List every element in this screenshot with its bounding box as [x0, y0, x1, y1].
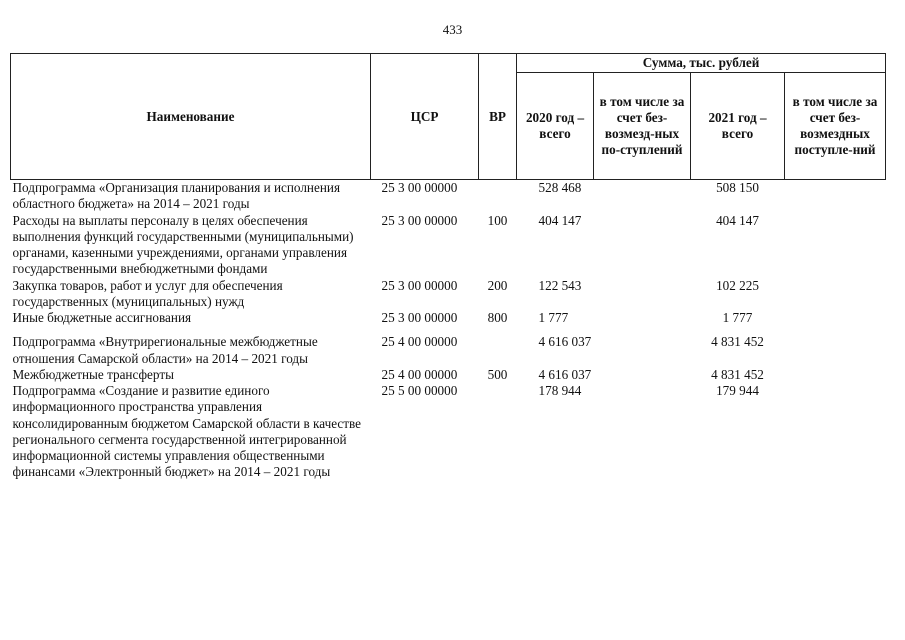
- row-vr: 500: [487, 366, 508, 382]
- header-sum-group: Сумма, тыс. рублей: [517, 54, 886, 73]
- table-row: [11, 278, 886, 310]
- row-2021-total: 4 831 452: [711, 366, 764, 382]
- row-2021-gratuitous: [785, 310, 886, 326]
- row-2020-total: 122 543: [538, 277, 582, 293]
- row-vr: [479, 180, 517, 213]
- header-vr: ВР: [479, 54, 517, 180]
- row-2020-gratuitous: [594, 180, 691, 213]
- row-csr: 25 3 00 00000: [381, 277, 458, 293]
- budget-table: [10, 53, 886, 480]
- row-2020-gratuitous: [594, 326, 691, 366]
- table-row: [11, 213, 886, 278]
- row-vr: [479, 326, 517, 366]
- header-2020-total: 2020 год – всего: [517, 73, 594, 180]
- row-name: Подпрограмма «Организация планирования и исполнения областного бюджета» на 2014 – 2021 годы: [12, 180, 341, 212]
- row-2021-total: 102 225: [716, 277, 759, 293]
- row-2021-gratuitous: [785, 326, 886, 366]
- row-2021-gratuitous: [785, 367, 886, 383]
- row-2020-gratuitous: [594, 383, 691, 480]
- row-csr: 25 5 00 00000: [381, 383, 458, 399]
- row-2021-gratuitous: [785, 213, 886, 278]
- row-2021-total: 1 777: [722, 310, 753, 326]
- row-2020-total: 404 147: [538, 212, 582, 228]
- row-csr: 25 3 00 00000: [381, 310, 458, 326]
- row-2020-total: 178 944: [538, 383, 582, 399]
- table-row: [11, 383, 886, 480]
- row-name: Подпрограмма «Внутрирегиональные межбюджетные отношения Самарской области» на 2014 – 2021 годы: [12, 334, 318, 366]
- row-vr: 100: [487, 212, 508, 228]
- header-name: Наименование: [11, 54, 371, 180]
- row-2020-gratuitous: [594, 367, 691, 383]
- row-2021-total: 508 150: [716, 180, 759, 196]
- row-vr: 800: [487, 310, 508, 326]
- row-name: Подпрограмма «Создание и развитие единого информационного пространства управления консолидированным бюджетом Самарской области в качестве регионального сегмента государственной интегрированной информационной системы управления общественными финансами «Электронный бюджет» на 2014 – 2021 годы: [12, 383, 361, 480]
- row-2020-total: 4 616 037: [538, 334, 592, 350]
- header-csr: ЦСР: [371, 54, 479, 180]
- table-header: [11, 54, 886, 180]
- row-2020-total: 4 616 037: [538, 366, 592, 382]
- row-vr: [479, 383, 517, 480]
- table-body: [11, 180, 886, 481]
- header-2021-gratuitous: в том числе за счет без-возмездных поступле-ний: [785, 73, 886, 180]
- row-name: Расходы на выплаты персоналу в целях обеспечения выполнения функций государственными (муниципальными) органами, казенными учреждениями, органами управления государственными внебюджетными фондами: [12, 212, 354, 277]
- row-csr: 25 4 00 00000: [381, 366, 458, 382]
- row-2021-total: 179 944: [716, 383, 759, 399]
- table-row: [11, 326, 886, 366]
- header-2020-gratuitous: в том числе за счет без-возмезд-ных по-ступлений: [594, 73, 691, 180]
- row-2020-gratuitous: [594, 278, 691, 310]
- row-2021-gratuitous: [785, 278, 886, 310]
- page-number: 433: [442, 22, 463, 37]
- row-name: Иные бюджетные ассигнования: [12, 310, 192, 326]
- table-row: [11, 180, 886, 213]
- table-row: [11, 367, 886, 383]
- header-2021-total: 2021 год – всего: [691, 73, 785, 180]
- row-name: Межбюджетные трансферты: [12, 366, 174, 382]
- row-2021-total: 404 147: [716, 212, 759, 228]
- row-2021-gratuitous: [785, 180, 886, 213]
- row-2020-total: 528 468: [538, 180, 582, 196]
- table-row: [11, 310, 886, 326]
- row-2020-gratuitous: [594, 213, 691, 278]
- row-vr: 200: [487, 277, 508, 293]
- row-2021-gratuitous: [785, 383, 886, 480]
- row-csr: 25 3 00 00000: [381, 180, 458, 196]
- row-csr: 25 3 00 00000: [381, 212, 458, 228]
- row-2020-total: 1 777: [538, 310, 569, 326]
- row-csr: 25 4 00 00000: [381, 334, 458, 350]
- row-2021-total: 4 831 452: [711, 334, 764, 350]
- row-name: Закупка товаров, работ и услуг для обеспечения государственных (муниципальных) нужд: [12, 277, 283, 309]
- row-2020-gratuitous: [594, 310, 691, 326]
